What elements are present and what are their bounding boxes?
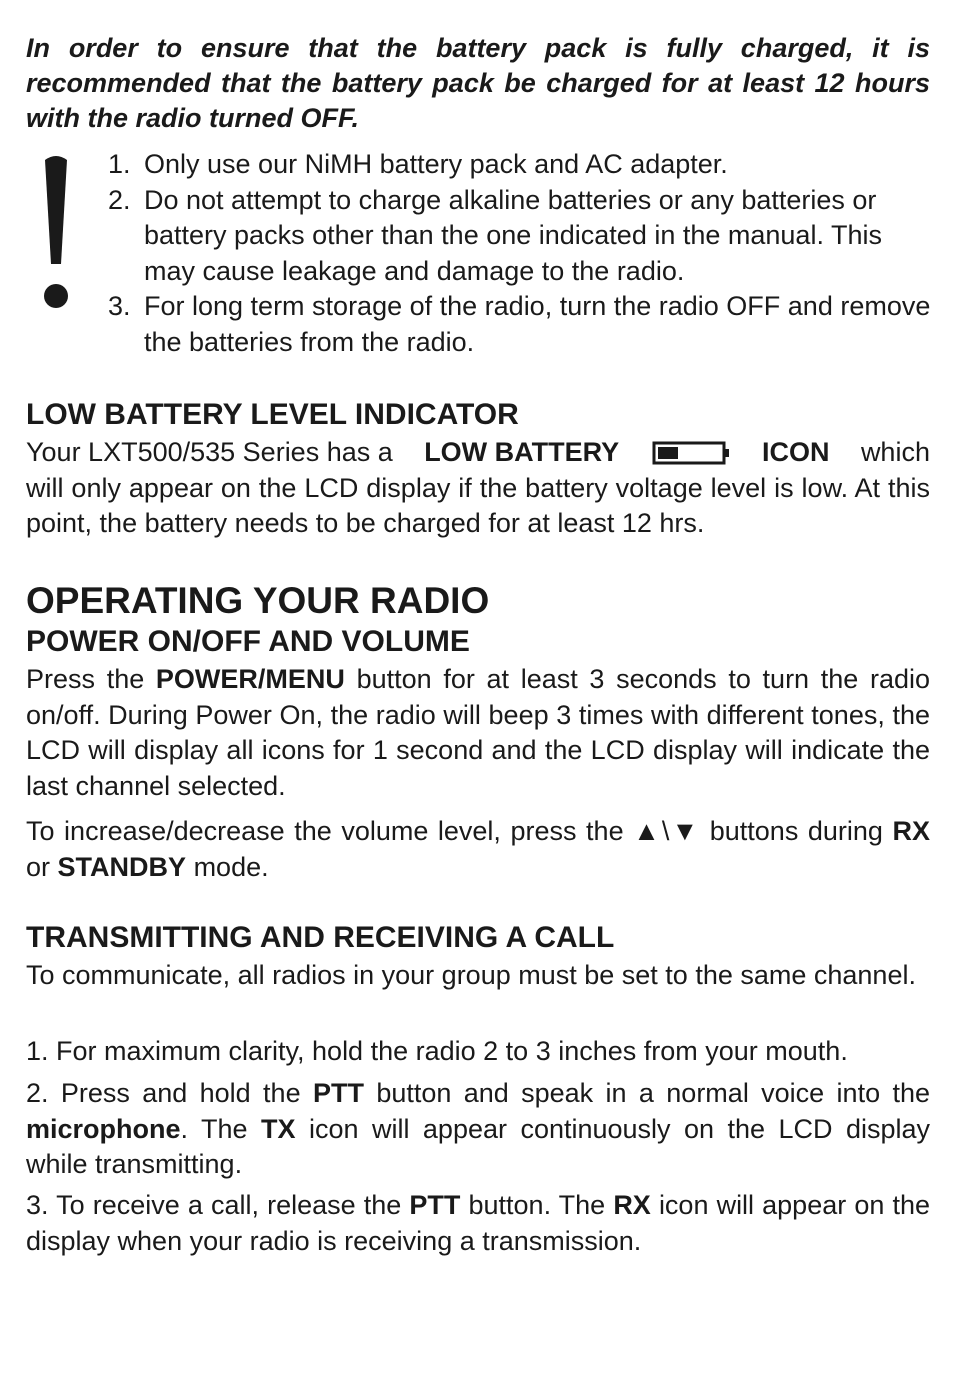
tx-term: TX — [260, 1113, 296, 1144]
text-span: icon will appear on the display when your radio is receiving a transmission. — [26, 1190, 930, 1256]
volume-paragraph — [26, 814, 930, 885]
warning-list — [108, 147, 938, 360]
text-span: or — [26, 851, 51, 882]
exclamation-warning-icon — [34, 152, 78, 312]
communicate-paragraph: To communicate, all radios in your group must be set to the same channel. — [26, 960, 916, 990]
ptt-term: PTT — [312, 1078, 364, 1108]
text-span: To increase/decrease the volume level, press the ▲\▼ buttons during — [26, 816, 883, 846]
text-span: button. The — [468, 1190, 606, 1220]
low-battery-heading: LOW BATTERY LEVEL INDICATOR — [26, 398, 519, 431]
warning-item-text: For long term storage of the radio, turn the radio OFF and remove the batteries from the radio. — [144, 291, 931, 357]
low-battery-paragraph — [26, 435, 930, 542]
low-battery-icon — [651, 438, 731, 468]
ptt-term: PTT — [409, 1190, 461, 1220]
low-battery-text: Your LXT500/535 Series has a — [26, 437, 393, 467]
microphone-term: microphone — [26, 1113, 181, 1144]
warning-item — [108, 289, 938, 360]
warning-item-number: 1. — [108, 149, 131, 179]
operating-heading: OPERATING YOUR RADIO — [26, 580, 490, 621]
rx-term: RX — [892, 816, 930, 846]
text-span: button and speak in a normal voice into the — [376, 1078, 930, 1108]
warning-item-text: Do not attempt to charge alkaline batteries or any batteries or battery packs other than the one indicated in the manual. This may cause leakage and damage to the radio. — [144, 184, 882, 286]
text-span: 2. Press and hold the — [26, 1078, 301, 1108]
warning-item-number: 2. — [108, 184, 131, 215]
warning-item — [108, 183, 938, 290]
standby-term: STANDBY — [57, 851, 187, 882]
step-2 — [26, 1076, 930, 1183]
text-span: Press the — [26, 664, 145, 694]
warning-item-text: Only use our NiMH battery pack and AC adapter. — [144, 149, 728, 179]
rx-term: RX — [613, 1190, 651, 1220]
text-span: 3. To receive a call, release the — [26, 1190, 402, 1220]
low-battery-text: which — [860, 437, 930, 467]
charging-intro: In order to ensure that the battery pack is fully charged, it is recommended that the battery pack be charged for at least 12 hours with the radio turned OFF. — [26, 33, 930, 133]
icon-term: ICON — [762, 437, 830, 467]
text-span: mode. — [193, 851, 269, 882]
power-menu-term: POWER/MENU — [155, 664, 345, 694]
warning-item — [108, 147, 938, 183]
step-1: 1. For maximum clarity, hold the radio 2 to 3 inches from your mouth. — [26, 1036, 848, 1066]
low-battery-term: LOW BATTERY — [424, 437, 620, 467]
power-heading: POWER ON/OFF AND VOLUME — [26, 625, 470, 658]
step-3 — [26, 1188, 930, 1259]
warning-item-number: 3. — [108, 291, 131, 321]
text-span: . The — [180, 1113, 248, 1144]
text-span: button for at least 3 seconds to turn the radio on/off. During Power On, the radio will beep 3 times with different tones, the LCD will display all icons for 1 second and the LCD display will indicate the last channel selected. — [26, 664, 930, 801]
transmitting-heading: TRANSMITTING AND RECEIVING A CALL — [26, 921, 615, 954]
text-span: icon will appear continuously on the LCD display while transmitting. — [26, 1113, 930, 1179]
power-paragraph — [26, 662, 930, 804]
low-battery-text-rest: will only appear on the LCD display if the battery voltage level is low. At this point, the battery needs to be charged for at least 12 hrs. — [26, 472, 930, 538]
